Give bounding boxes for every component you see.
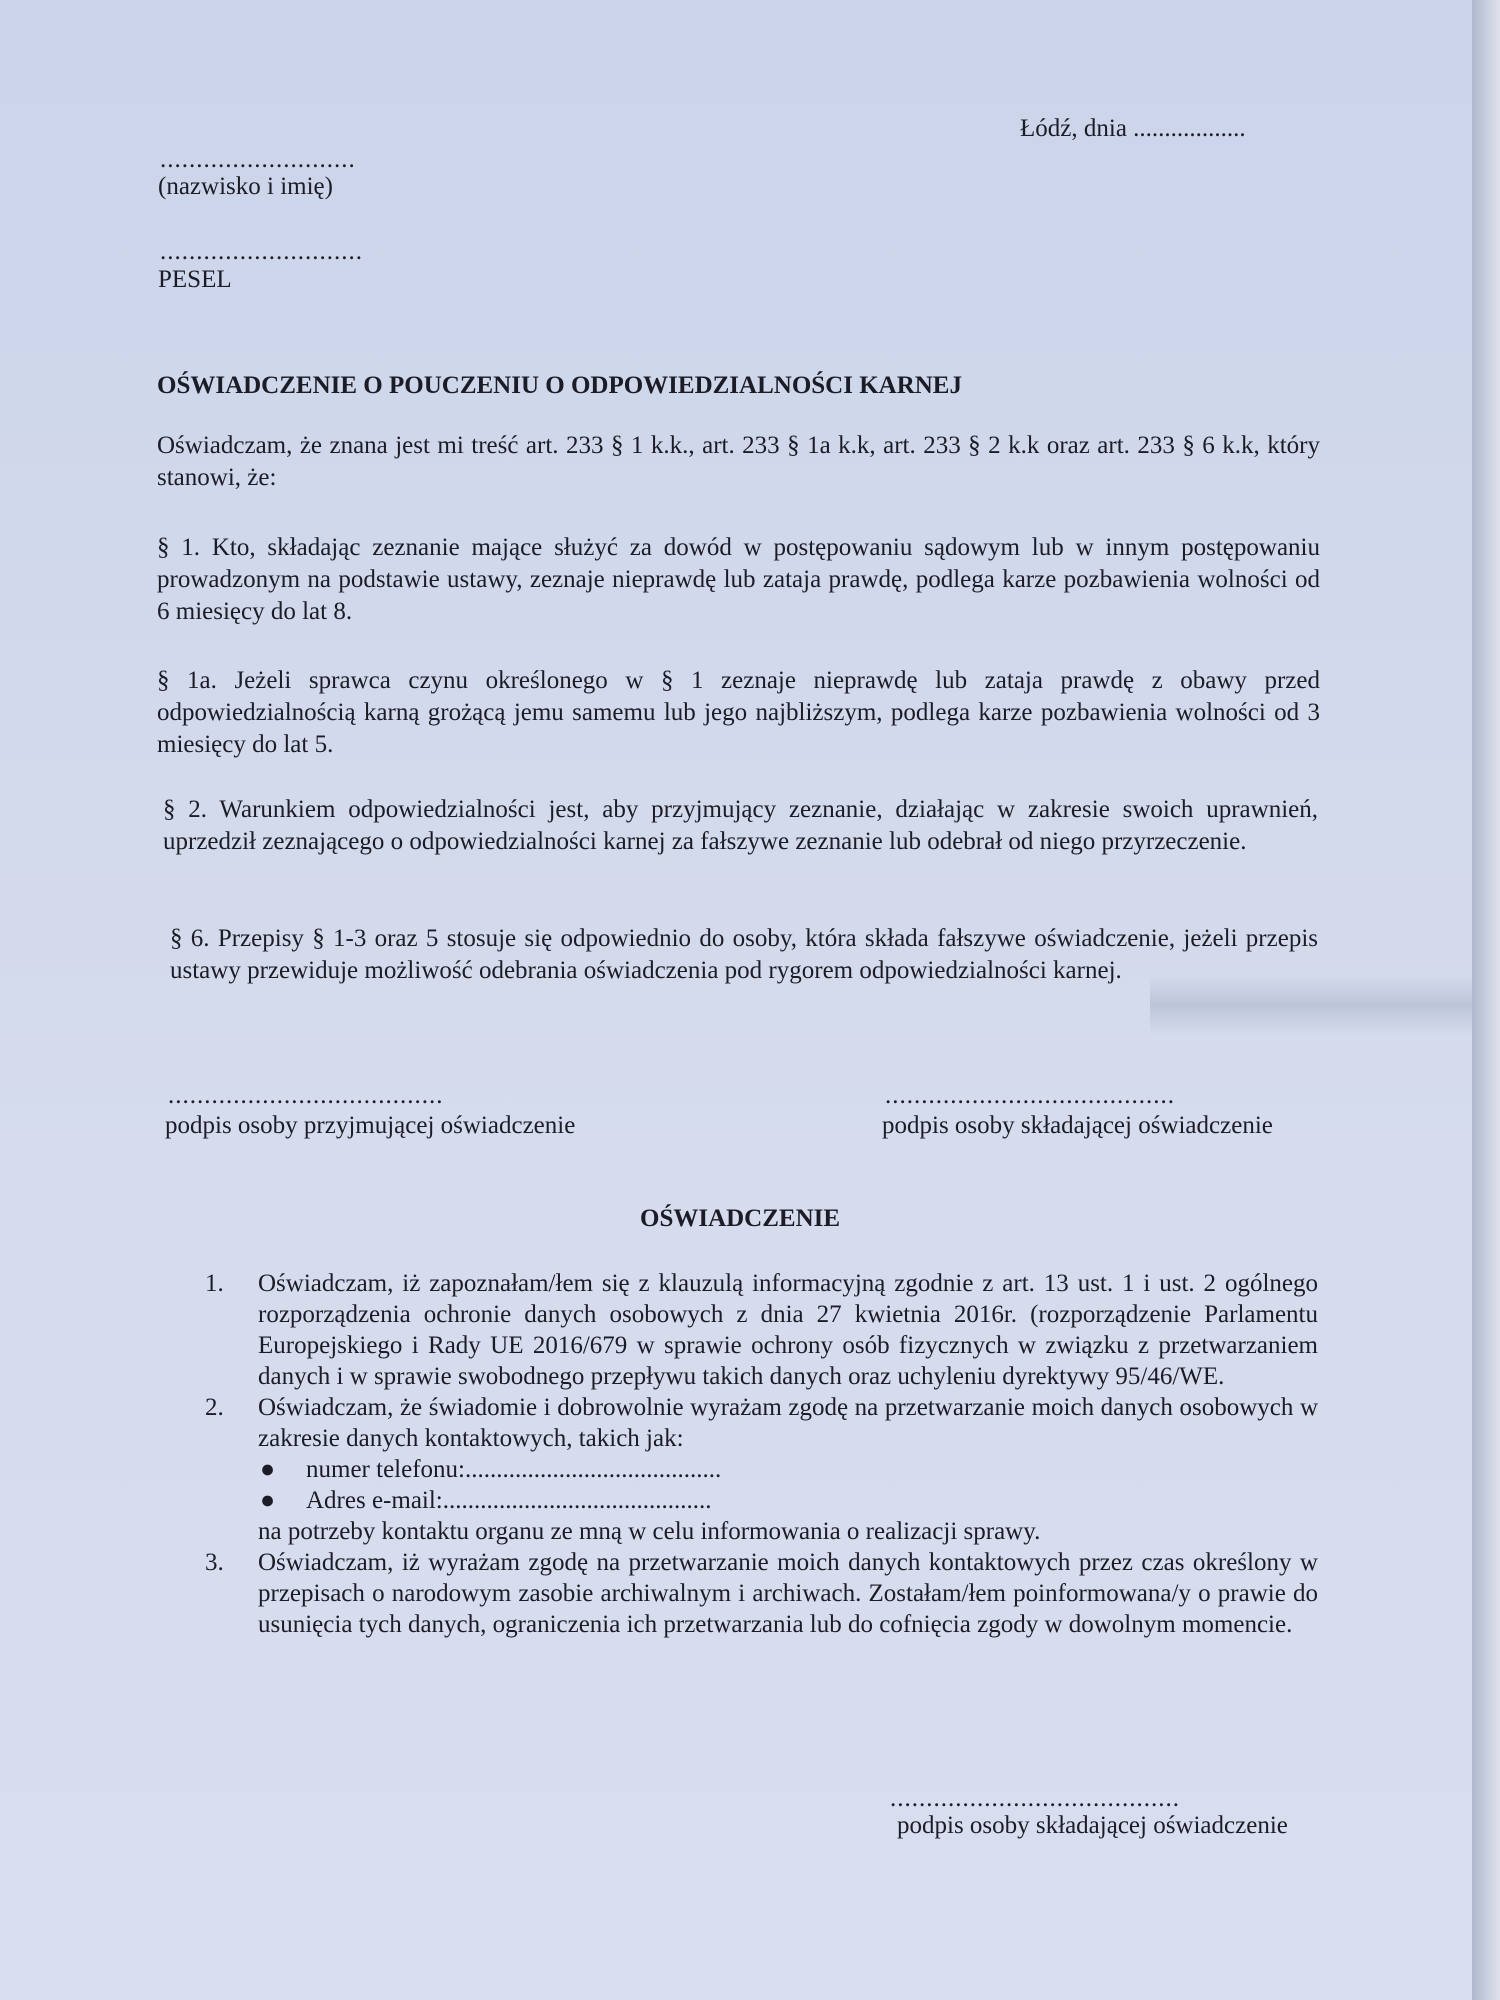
sig-declarant-dots: ........................................ — [885, 1082, 1175, 1109]
list-item — [200, 1547, 1318, 1640]
item-number: 3. — [205, 1549, 224, 1576]
sig-final-dots: ........................................ — [890, 1785, 1180, 1812]
sig-receiver-label: podpis osoby przyjmującej oświadczenie — [165, 1112, 576, 1139]
name-dots: ........................... — [160, 146, 356, 173]
paragraph-1a: § 1a. Jeżeli sprawca czynu określonego w § 1 zeznaje nieprawdę lub zataja prawdę z obawy przed odpowiedzialnością karną grożącą jemu samemu lub jego najbliższym, podlega karze pozbawienia wolności od 3 miesięcy do lat 5. — [157, 667, 1320, 758]
item-number: 1. — [205, 1270, 224, 1297]
email-field: Adres e-mail:........................................... — [306, 1487, 712, 1514]
sig-declarant-label: podpis osoby składającej oświadczenie — [882, 1112, 1273, 1139]
item-text: Oświadczam, że świadomie i dobrowolnie wyrażam zgodę na przetwarzanie moich danych osobowych w zakresie danych kontaktowych, takich jak: — [258, 1394, 1318, 1452]
item-text: Oświadczam, iż zapoznałam/łem się z klauzulą informacyjną zgodnie z art. 13 ust. 1 i ust. 2 ogólnego rozporządzenia ochronie danych osobowych z dnia 27 kwietnia 2016r. (rozporządzenie Parlamentu Europejskiego i Rady UE 2016/679 w sprawie ochrony osób fizycznych w związku z przetwarzaniem danych i w sprawie swobodnego przepływu takich danych oraz uchyleniu dyrektywy 95/46/WE. — [258, 1270, 1318, 1390]
phone-field: numer telefonu:......................................... — [306, 1456, 722, 1483]
name-label: (nazwisko i imię) — [158, 173, 333, 200]
paragraph-2: § 2. Warunkiem odpowiedzialności jest, aby przyjmujący zeznanie, działając w zakresie swoich uprawnień, uprzedził zeznającego o odpowiedzialności karnej za fałszywe zeznanie lub odebrał od niego przyrzeczenie. — [163, 796, 1318, 855]
item-text: Oświadczam, iż wyrażam zgodę na przetwarzanie moich danych kontaktowych przez czas określony w przepisach o narodowym zasobie archiwalnym i archiwach. Zostałam/łem poinformowana/y o prawie do usunięcia tych danych, ograniczenia ich przetwarzania lub do cofnięcia zgody w dowolnym momencie. — [258, 1549, 1318, 1638]
bullet-icon: ● — [260, 1456, 276, 1483]
list-item — [200, 1268, 1318, 1392]
section1-intro: Oświadczam, że znana jest mi treść art. 233 § 1 k.k., art. 233 § 1a k.k, art. 233 § 2 k.k oraz art. 233 § 6 k.k, który stanowi, że: — [157, 432, 1320, 491]
paragraph-1: § 1. Kto, składając zeznanie mające służyć za dowód w postępowaniu sądowym lub w innym postępowaniu prowadzonym na podstawie ustawy, zeznaje nieprawdę lub zataja prawdę, podlega karze pozbawienia wolności od 6 miesięcy do lat 8. — [157, 534, 1320, 625]
section2-title: OŚWIADCZENIE — [640, 1205, 841, 1232]
place-date: Łódź, dnia .................. — [1020, 115, 1246, 142]
paragraph-6: § 6. Przepisy § 1-3 oraz 5 stosuje się odpowiednio do osoby, która składa fałszywe oświadczenie, jeżeli przepis ustawy przewiduje możliwość odebrania oświadczenia pod rygorem odpowiedzialności karnej. — [170, 925, 1318, 984]
item-after-text: na potrzeby kontaktu organu ze mną w celu informowania o realizacji sprawy. — [258, 1518, 1041, 1545]
item-number: 2. — [205, 1394, 224, 1421]
pesel-dots: ............................ — [160, 238, 363, 265]
paper-edge — [1472, 0, 1500, 2000]
sig-final-label: podpis osoby składającej oświadczenie — [897, 1812, 1288, 1839]
declaration-list — [200, 1268, 1318, 1640]
bullet-icon: ● — [260, 1487, 276, 1514]
list-item — [200, 1392, 1318, 1547]
bullet-phone — [258, 1454, 1318, 1485]
bullet-email — [258, 1485, 1318, 1516]
section1-title: OŚWIADCZENIE O POUCZENIU O ODPOWIEDZIALNOŚCI KARNEJ — [157, 372, 962, 399]
pesel-label: PESEL — [158, 266, 232, 293]
sig-receiver-dots: ...................................... — [168, 1082, 444, 1109]
